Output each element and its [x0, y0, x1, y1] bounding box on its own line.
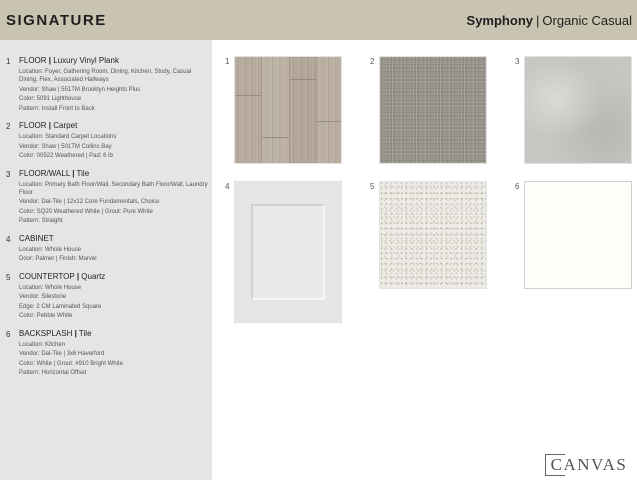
selection-detail: Pattern: Straight [19, 218, 63, 224]
swatch-number: 6 [515, 182, 520, 191]
selection-product: Luxury Vinyl Plank [53, 56, 119, 65]
collection-style: Organic Casual [542, 12, 632, 28]
quartz-swatch [379, 181, 487, 289]
swatch-number: 4 [225, 182, 230, 191]
swatch-number: 3 [515, 57, 520, 66]
swatch-number: 1 [225, 57, 230, 66]
wood-plank-swatch [234, 56, 342, 164]
swatch-number: 2 [370, 57, 375, 66]
cabinet-door-swatch [234, 181, 342, 323]
selection-detail: Edge: 2 CM Laminated Square [19, 303, 102, 310]
selection-product: Tile [76, 168, 90, 178]
selection-detail: Pattern: Install Front to Back [19, 105, 95, 112]
collection-name: Symphony [466, 12, 533, 28]
stone-tile-swatch [524, 56, 632, 164]
selection-number: 4 [6, 234, 11, 244]
selection-number: 2 [6, 122, 11, 131]
selection-detail: Color: 00522 Weathered | Pad: 6 lb [19, 153, 113, 159]
selection-title: FLOOR/WALL | Tile [19, 168, 90, 178]
selection-title: BACKSPLASH | Tile [19, 328, 92, 338]
selection-item-floor-carpet [6, 121, 208, 162]
selections-sidebar [0, 40, 212, 480]
header-bar [0, 0, 637, 40]
selection-detail: Vendor: Silestone [19, 294, 67, 300]
selection-product: Carpet [53, 121, 78, 130]
selection-item-cabinet [6, 234, 208, 265]
selection-title: FLOOR | Carpet [19, 121, 78, 130]
selection-detail: Color: 5091 Lighthouse [19, 96, 82, 102]
selection-title [19, 234, 208, 244]
selection-category: CABINET [19, 233, 54, 243]
selection-number: 1 [6, 57, 11, 66]
selection-number: 5 [6, 272, 11, 282]
selection-detail: Vendor: Dal-Tile | 3x6 Haverford [19, 351, 105, 357]
selection-category: FLOOR [19, 121, 47, 130]
selection-detail: Location: Standard Carpet Locations [19, 134, 117, 140]
selection-detail: Pattern: Horizontal Offset [19, 370, 87, 376]
selection-detail: Color: Pebble White [19, 313, 73, 319]
selection-detail: Location: Whole House [19, 284, 82, 291]
selection-detail: Location: Kitchen [19, 341, 66, 348]
brand-title: SIGNATURE [6, 11, 107, 29]
selection-detail: Vendor: Dal-Tile | 12x12 Core Fundamentals, Choice [19, 199, 160, 205]
collection-title [467, 13, 632, 28]
selection-item-backsplash [6, 329, 208, 379]
selection-product: Tile [78, 328, 92, 338]
carpet-swatch [379, 56, 487, 164]
selection-item-floor-lvp [6, 56, 208, 114]
selection-number: 3 [6, 169, 11, 179]
selection-item-floor-wall-tile [6, 169, 208, 227]
selection-detail: Color: White | Grout: #910 Bright White [19, 360, 123, 367]
selection-title: FLOOR | Luxury Vinyl Plank [19, 56, 119, 65]
selection-detail: Color: SQ20 Weathered White | Grout: Pure White [19, 208, 153, 215]
selection-item-countertop [6, 272, 208, 322]
swatch-number: 5 [370, 182, 375, 191]
selection-title: COUNTERTOP | Quartz [19, 271, 106, 281]
backsplash-tile-swatch [524, 181, 632, 289]
selection-detail: Door: Palmer | Finish: Marvel [19, 256, 97, 262]
selection-detail: Vendor: Shaw | 501TM Collins Bay [19, 143, 112, 150]
selection-detail: Location: Whole House [19, 246, 82, 253]
selection-category: FLOOR/WALL [19, 168, 70, 178]
selection-detail: Location: Primary Bath Floor/Wall, Secondary Bath Floor/Wall, Laundry Floor [19, 181, 208, 196]
selection-detail: Location: Foyer, Gathering Room, Dining, Kitchen, Study, Casual Dining, Flex, Associated Hallways [19, 69, 192, 83]
selection-category: COUNTERTOP [19, 271, 75, 281]
logo-text: CANVAS [550, 455, 628, 474]
swatch-grid [212, 40, 637, 480]
selection-category: BACKSPLASH [19, 328, 73, 338]
canvas-logo [545, 454, 633, 476]
cabinet-door-panel [251, 204, 325, 300]
selection-category: FLOOR [19, 56, 47, 65]
collection-separator: | [536, 12, 540, 28]
selection-detail: Vendor: Shaw | 551TM Brooklyn Heights Plus [19, 86, 141, 93]
selection-number: 6 [6, 329, 11, 339]
selection-product: Quartz [81, 271, 106, 281]
